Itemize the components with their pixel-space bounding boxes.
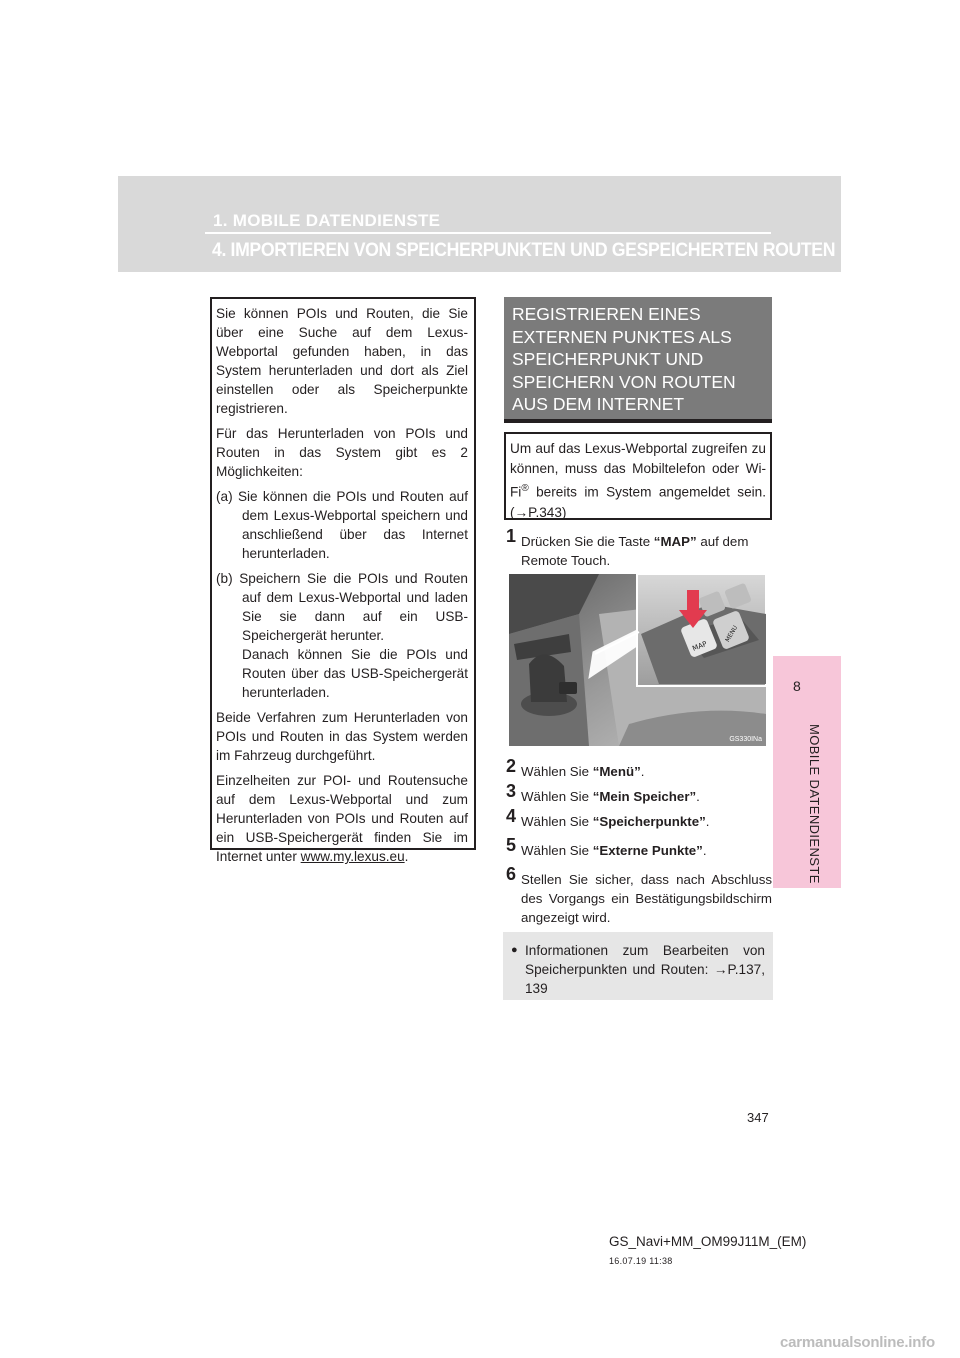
section-heading-box: REGISTRIEREN EINES EXTERNEN PUNKTES ALS SPEICHERPUNKT UND SPEICHERN VON ROUTEN AUS DEM INTERNET (504, 297, 772, 419)
step-number: 6 (506, 864, 517, 884)
note-box (504, 432, 772, 520)
section-heading-rule (504, 419, 772, 423)
step-text-bold: “Mein Speicher” (592, 789, 697, 804)
document-code: GS_Navi+MM_OM99J11M_(EM) (609, 1234, 807, 1249)
step-text (506, 787, 772, 806)
note-ref: P.343) (528, 504, 567, 520)
ways-paragraph: Für das Herunterladen von POIs und Routen in das System gibt es 2 Möglichkeiten: (216, 426, 468, 479)
lexus-link[interactable]: www.my.lexus.eu (300, 849, 405, 864)
chapter-title: 4. IMPORTIEREN VON SPEICHERPUNKTEN UND GESPEICHERTEN ROUTEN (212, 240, 836, 261)
step-text-pre: Wählen Sie (521, 789, 593, 804)
step-text-bold: “Menü” (592, 764, 641, 779)
step-text-post: . (640, 764, 645, 779)
step-4 (506, 806, 772, 831)
step-text (506, 841, 772, 860)
step-text (506, 812, 772, 831)
step-text (506, 532, 772, 570)
step-text-pre: Drücken Sie die Taste (521, 534, 654, 549)
map-button-label: MAP (691, 639, 709, 653)
note-arrow: → (514, 504, 529, 520)
side-tab-label: MOBILE DATENDIENSTE (807, 724, 822, 884)
step-text (506, 762, 772, 781)
step-number: 2 (506, 756, 517, 776)
note-text-2: bereits im System angemeldet sein. ( (510, 484, 766, 520)
note-reg: ® (521, 483, 529, 494)
step-number: 5 (506, 835, 517, 855)
both-paragraph: Beide Verfahren zum Herunterladen von POIs und Routen in das System werden im Fahrzeug durchgeführt. (216, 710, 468, 763)
step-text-pre: Wählen Sie (521, 843, 593, 858)
step-text (506, 870, 772, 927)
step-text-bold: “MAP” (653, 534, 697, 549)
menu-button-label: MENU (724, 624, 740, 644)
side-tab-number-text: 8 (793, 678, 801, 694)
step-text-pre: Wählen Sie (521, 814, 593, 829)
step-text-bold: “Externe Punkte” (592, 843, 703, 858)
step-text-pre: Wählen Sie (521, 764, 593, 779)
step-number: 3 (506, 781, 517, 801)
step-text-bold: “Speicherpunkte” (592, 814, 706, 829)
step-text-pre: Stellen Sie sicher, dass nach Abschluss des Vorgangs ein Bestätigungsbildschirm angezeigt wird. (521, 872, 772, 925)
info-text: Informationen zum Bearbeiten von Speicherpunkten und Routen: →P.137, 139 (525, 943, 765, 996)
step-text-post: . (705, 814, 710, 829)
side-tab-label-wrap (774, 712, 840, 888)
bullet-icon: ● (511, 944, 518, 956)
intro-box (210, 297, 476, 864)
details-paragraph (216, 771, 468, 866)
step-text-post: . (696, 789, 700, 804)
remote-touch-illustration (509, 574, 766, 746)
option-a: (a) Sie können die POIs und Routen auf dem Lexus-Webportal speichern und anschließend über das Internet herunterladen. (216, 489, 468, 561)
step-3 (506, 781, 772, 806)
step-2 (506, 756, 772, 781)
details-text: Einzelheiten zur POI- und Routensuche auf dem Lexus-Webportal und zum Herunterladen von POIs und Routen auf ein USB-Speichergerät finden Sie im Internet unter (216, 773, 468, 864)
info-box (503, 932, 773, 1000)
step-6 (506, 864, 772, 927)
step-text-post: . (702, 843, 707, 858)
section-label: 1. MOBILE DATENDIENSTE (213, 211, 441, 230)
step-5 (506, 835, 772, 860)
photo-code: GS330INa (729, 736, 762, 743)
watermark: carmanualsonline.info (780, 1334, 935, 1351)
intro-paragraph: Sie können POIs und Routen, die Sie über eine Suche auf dem Lexus-Webportal gefunden haben, in das System herunterladen und dort als Ziel einstellen oder als Speicherpunkte registrieren. (216, 306, 468, 416)
step-text-post: auf dem Remote Touch. (521, 534, 749, 568)
timestamp: 16.07.19 11:38 (609, 1256, 673, 1266)
step-number: 1 (506, 526, 517, 546)
header-rule (205, 232, 771, 234)
page-number: 347 (747, 1110, 769, 1125)
option-b-continued: Danach können Sie die POIs und Routen über das USB-Speichergerät herunterladen. (242, 647, 468, 700)
step-1 (506, 526, 772, 570)
remote-touch-photo (509, 574, 766, 746)
details-period: . (404, 849, 409, 864)
step-number: 4 (506, 806, 517, 826)
note-text-1: Um auf das Lexus-Webportal zugreifen zu können, muss das Mobiltelefon oder Wi-Fi (510, 441, 766, 500)
option-b: (b) Speichern Sie die POIs und Routen auf dem Lexus-Webportal und laden Sie sie dann auf ein USB-Speichergerät herunter. (216, 571, 468, 643)
side-tab-number (773, 656, 841, 720)
